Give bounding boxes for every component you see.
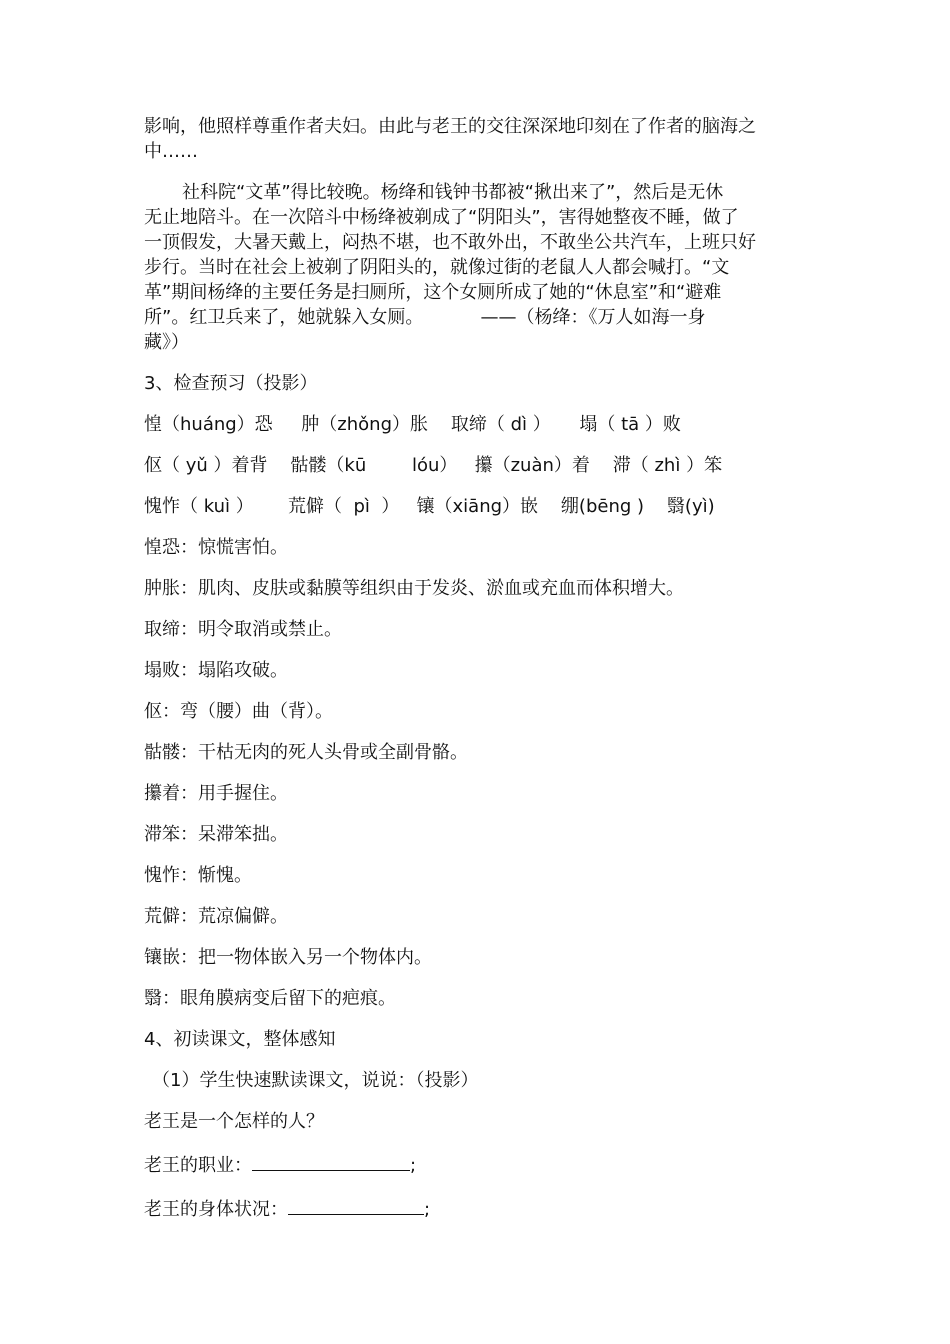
quote-line: 步行。当时在社会上被剃了阴阳头的，就像过街的老鼠人人都会喊打。“文 — [144, 257, 730, 278]
definition-item: 翳：眼角膜病变后留下的疤痕。 — [144, 988, 396, 1009]
quote-line: 藏》） — [144, 332, 189, 353]
task-1: （1）学生快速默读课文，说说：（投影） — [152, 1070, 479, 1091]
quote-paragraph — [144, 180, 800, 355]
intro-paragraph — [144, 114, 800, 164]
intro-line: 影响，他照样尊重作者夫妇。由此与老王的交往深深地印刻在了作者的脑海之 — [144, 116, 756, 137]
pinyin-row: 伛（ yǔ ）着背 骷髅（kū lóu） 攥（zuàn）着 滞（ zhì ）笨 — [144, 455, 723, 476]
quote-line: 革”期间杨绛的主要任务是扫厕所，这个女厕所成了她的“休息室”和“避难 — [144, 282, 722, 303]
fill-end-mark: ; — [424, 1199, 431, 1220]
definition-item: 攥着：用手握住。 — [144, 783, 288, 804]
fill-health-row — [144, 1194, 800, 1222]
section-4-heading: 4、初读课文，整体感知 — [144, 1029, 336, 1050]
question-text: 老王是一个怎样的人？ — [144, 1111, 324, 1132]
quote-line: 无止地陪斗。在一次陪斗中杨绛被剃成了“阴阳头”，害得她整夜不睡，做了 — [144, 207, 739, 228]
definition-item: 肿胀：肌肉、皮肤或黏膜等组织由于发炎、淤血或充血而体积增大。 — [144, 578, 684, 599]
quote-line: 社科院“文革”得比较晚。杨绛和钱钟书都被“揪出来了”，然后是无休 — [182, 182, 724, 203]
section-3-heading: 3、检查预习（投影） — [144, 373, 318, 394]
fill-health-label: 老王的身体状况： — [144, 1199, 288, 1220]
document-page — [144, 114, 800, 1222]
definition-item: 取缔：明令取消或禁止。 — [144, 619, 342, 640]
definition-item: 塌败：塌陷攻破。 — [144, 660, 288, 681]
pinyin-row: 愧怍（ kuì ） 荒僻（ pì ） 镶（xiāng）嵌 绷(bēng ) 翳(yì) — [144, 496, 715, 517]
definition-item: 愧怍：惭愧。 — [144, 865, 252, 886]
quote-line: 所”。红卫兵来了，她就躲入女厕。 ——（杨绛：《万人如海一身 — [144, 307, 706, 328]
definition-item: 伛：弯（腰）曲（背）。 — [144, 701, 333, 722]
fill-occupation-row — [144, 1150, 800, 1178]
definition-item: 荒僻：荒凉偏僻。 — [144, 906, 288, 927]
quote-line: 一顶假发，大暑天戴上，闷热不堪，也不敢外出，不敢坐公共汽车，上班只好 — [144, 232, 756, 253]
intro-line: 中…… — [144, 141, 198, 162]
definition-item: 镶嵌：把一物体嵌入另一个物体内。 — [144, 947, 432, 968]
definition-item: 骷髅：干枯无肉的死人头骨或全副骨骼。 — [144, 742, 468, 763]
pinyin-row: 惶（huáng）恐 肿（zhǒng）胀 取缔（ dì ） 塌（ tā ）败 — [144, 414, 681, 435]
definition-item: 惶恐：惊慌害怕。 — [144, 537, 288, 558]
fill-occupation-label: 老王的职业： — [144, 1155, 252, 1176]
fill-health-blank[interactable] — [288, 1194, 424, 1215]
fill-occupation-blank[interactable] — [252, 1150, 410, 1171]
fill-end-mark: ; — [410, 1155, 417, 1176]
definition-item: 滞笨：呆滞笨拙。 — [144, 824, 288, 845]
